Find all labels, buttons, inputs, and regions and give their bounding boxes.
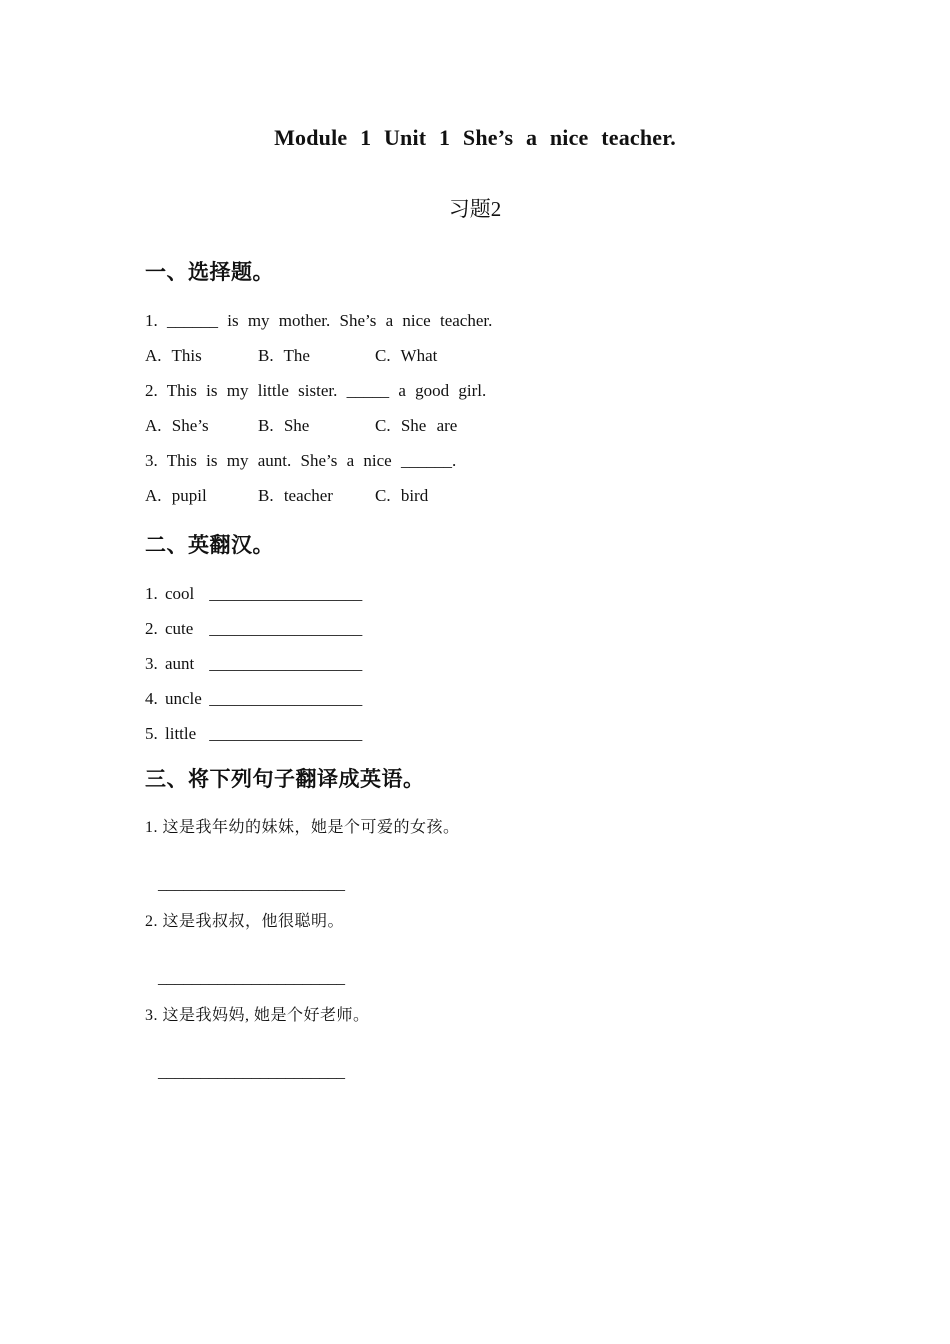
vocab-word-3: 3. aunt <box>145 654 195 673</box>
vocab-answer-blank-4: __________________ <box>209 689 363 708</box>
vocab-item-2 <box>145 611 805 646</box>
translation-sentence-2: 2. 这是我叔叔，他很聪明。 <box>145 913 345 930</box>
question-2-options <box>145 408 805 443</box>
section-one-heading: 一、选择题。 <box>145 261 274 284</box>
vocab-item-1 <box>145 576 805 611</box>
vocab-word-2: 2. cute <box>145 619 194 638</box>
question-2-option-c: C. She are <box>375 416 458 435</box>
question-3-text: 3. This is my aunt. She’s a nice ______. <box>145 451 457 470</box>
translation-answer-blank-2: ______________________ <box>158 968 345 987</box>
question-2-option-b: B. She <box>258 416 310 435</box>
vocab-item-3 <box>145 646 805 681</box>
worksheet-subtitle: 习题2 <box>448 197 502 221</box>
vocab-answer-blank-5: __________________ <box>209 724 363 743</box>
question-1-option-c: C. What <box>375 346 438 365</box>
question-2-text: 2. This is my little sister. _____ a good girl. <box>145 381 487 400</box>
question-1-text: 1. ______ is my mother. She’s a nice teacher. <box>145 311 493 330</box>
vocab-item-5 <box>145 716 805 751</box>
question-3-option-b: B. teacher <box>258 486 333 505</box>
vocab-word-5: 5. little <box>145 724 197 743</box>
worksheet-title: Module 1 Unit 1 She’s a nice teacher. <box>274 125 676 150</box>
vocab-answer-blank-2: __________________ <box>209 619 363 638</box>
vocab-word-1: 1. cool <box>145 584 195 603</box>
vocab-answer-blank-1: __________________ <box>209 584 363 603</box>
question-1-option-b: B. The <box>258 346 310 365</box>
translation-answer-blank-1: ______________________ <box>158 874 345 893</box>
section-three-heading: 三、将下列句子翻译成英语。 <box>145 768 425 791</box>
vocab-block <box>145 576 805 751</box>
question-3-option-a: A. pupil <box>145 486 207 505</box>
vocab-answer-blank-3: __________________ <box>209 654 363 673</box>
question-3-option-c: C. bird <box>375 486 429 505</box>
translation-sentence-1: 1. 这是我年幼的妹妹，她是个可爱的女孩。 <box>145 819 460 836</box>
translation-sentence-3: 3. 这是我妈妈, 她是个好老师。 <box>145 1007 370 1024</box>
translation-block <box>145 817 805 1083</box>
translation-answer-blank-3: ______________________ <box>158 1062 345 1081</box>
vocab-word-4: 4. uncle <box>145 689 202 708</box>
question-1-options <box>145 338 805 373</box>
question-1-option-a: A. This <box>145 346 202 365</box>
question-2-option-a: A. She’s <box>145 416 209 435</box>
vocab-item-4 <box>145 681 805 716</box>
multiple-choice-block <box>145 303 805 513</box>
question-3-options <box>145 478 805 513</box>
section-two-heading: 二、英翻汉。 <box>145 534 274 557</box>
